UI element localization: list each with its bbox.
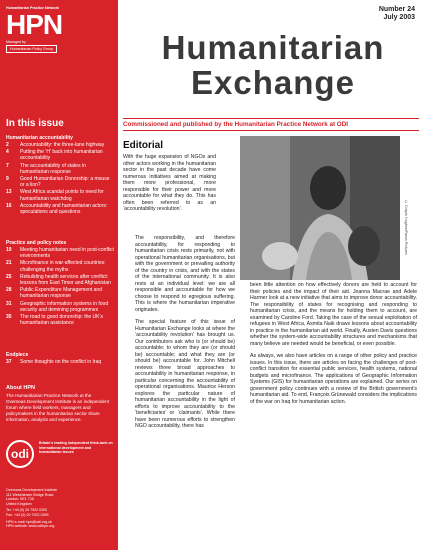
contact-website[interactable]: HPN website: www.odihpn.org bbox=[6, 524, 55, 529]
toc-item[interactable]: 21 Microfinance in war-affected countries: challenging the myths bbox=[6, 260, 106, 273]
hpg-badge: Humanitarian Policy Group bbox=[6, 45, 57, 53]
editorial-col-3 bbox=[250, 282, 417, 411]
hpn-logo: HPN bbox=[6, 9, 63, 40]
in-this-issue-heading: In this issue bbox=[6, 118, 64, 129]
editorial-paragraph: As always, we also have articles on a range of other policy and practice issues. In this issue, there are articles on facing the challenges of post-conflict transition for essential public services, health systems, national budgets and microfinance. The applications of Geographic Information Systems (GIS) for humanitarian operations are explained. Our series on government policy continues with a review of the British government’s humanitarian aid. To end, François Grünewald considers the implications of the war on Iraq for humanitarian action. bbox=[250, 353, 417, 405]
commission-line: Commissioned and published by the Humanitarian Practice Network at ODI bbox=[123, 121, 348, 128]
toc-item[interactable]: 7 The accountability of states in humanitarian response bbox=[6, 162, 86, 175]
editorial-heading: Editorial bbox=[123, 140, 164, 151]
editorial-paragraph: been little attention on how effectively donors are held to account for their policies and the impact of their aid. Joanna Macrae and Adele Harmer look at a new initiative that aims to improve donor accountability. The responsibility of states for recognising and responding to humanitarian crisis, and the means for holding them to account, are examined by Caroline Ford. Taking the case of the sexual exploitation of refugees in West Africa, Asmita Naik draws lessons about accountability in practice in the humanitarian aid world. Finally, Austen Davis questions whether the system-wide accountability structures and mechanisms that many believe are needed would be beneficial, or even possible. bbox=[250, 282, 417, 347]
toc-item[interactable]: 37 Some thoughts on the conflict in Iraq bbox=[6, 359, 102, 365]
toc-item[interactable]: 13 West Africa scandal points to need for humanitarian watchdog bbox=[6, 189, 104, 202]
toc-item[interactable]: 19 Meeting humanitarian need in post-conflict environments bbox=[6, 247, 114, 260]
managed-by: Managed by bbox=[6, 40, 26, 44]
editorial-col-1 bbox=[123, 154, 216, 219]
toc-item[interactable]: 35 The road to good donorship: the UK’s humanitarian assistance bbox=[6, 314, 104, 327]
divider bbox=[123, 130, 419, 131]
toc-endpiece bbox=[6, 359, 114, 366]
toc-item[interactable]: 2 Accountability: the three-lane highway bbox=[6, 142, 105, 148]
publication-title bbox=[128, 30, 418, 100]
divider bbox=[123, 118, 419, 119]
editorial-paragraph: The responsibility, and therefore accountability, for responding to humanitarian crisis rests primarily, not with operational humanitarian organisations, but with the government or prevailing authority of the country in crisis, and with the states of the international community. It is also rests at an individual level: we are all responsible and accountable for how we choose to respond to egregious suffering. This is where the humanitarian imperative originates. bbox=[135, 235, 235, 313]
odi-block bbox=[6, 440, 114, 482]
contact-block bbox=[6, 488, 112, 529]
editorial-col-2 bbox=[123, 235, 235, 436]
contact-line: London, SE1 7JD bbox=[6, 497, 35, 502]
photo-credit: © Crispin Hughes/Panos Pictures bbox=[404, 200, 408, 255]
editorial-paragraph: With the huge expansion of NGOs and other actors working in the humanitarian sector in the past decade have come numerous initiatives aimed at making them more professional, more responsible for their power and more accountable for what they do. This has often been referred to as an ‘accountability revolution’. bbox=[123, 154, 216, 212]
contact-line: Tel. +44 (0) 20 7922 0300 bbox=[6, 508, 48, 513]
toc-item[interactable]: 31 Geographic information systems in food security and demining programmes bbox=[6, 300, 109, 313]
toc-item[interactable]: 28 Public Expenditure Management and humanitarian response bbox=[6, 287, 102, 300]
editorial-paragraph: The special feature of this issue of Humanitarian Exchange looks at where the ‘accountability revolution’ has brought us. Our contributors ask who is (or should be) accountable; to whom they are (or should be) accountable; and what they are (or should be) accountable for. John Mitchell reviews three broad approaches to accountability in humanitarian response, in particular concerning the accountability of operational organisations. Maurice Herson explores the particular nature of humanitarian accountability in the light of efforts to improve accountability to the ‘beneficiaries’ or ‘claimants’. While there have been numerous efforts to strengthen NGO accountability, there has bbox=[135, 319, 235, 429]
contact-line: Overseas Development Institute bbox=[6, 488, 58, 492]
odi-logo: odi bbox=[6, 440, 34, 468]
section-heading-endpiece: Endpiece bbox=[6, 352, 29, 358]
cover-photo bbox=[240, 136, 400, 280]
about-body: The Humanitarian Practice Network at the Overseas Development Institute is an independent forum where field workers, managers and policymakers in the humanitarian sector share information, analysis and experience. bbox=[6, 393, 109, 422]
toc-item[interactable]: 4 Putting the ‘H’ back into humanitarian accountability bbox=[6, 149, 103, 162]
network-name: Humanitarian Practice Network bbox=[6, 6, 60, 10]
title-line-2: Exchange bbox=[191, 64, 355, 101]
contact-line: Fax. +44 (0) 20 7922 0399 bbox=[6, 512, 49, 517]
issue-number: Number 24 bbox=[378, 6, 415, 13]
section-heading-practice: Practice and policy notes bbox=[6, 240, 67, 246]
sidebar bbox=[0, 0, 118, 550]
contact-line: United Kingdom bbox=[6, 501, 32, 506]
toc-item[interactable]: 25 Rebuilding health services after conflict: lessons from East Timor and Afghanistan bbox=[6, 273, 111, 287]
toc-item[interactable]: 16 Accountability and humanitarian actors: speculations and questions bbox=[6, 202, 108, 216]
title-line-1: Humanitarian bbox=[161, 29, 385, 66]
contact-line: 111 Westminster Bridge Road bbox=[6, 492, 54, 497]
cover-photo-illustration bbox=[240, 136, 400, 280]
section-heading-accountability: Humanitarian accountability bbox=[6, 135, 73, 141]
toc-accountability bbox=[6, 142, 114, 216]
toc-practice bbox=[6, 247, 114, 327]
contact-email[interactable]: HPN e-mail: hpn@odi.org.uk bbox=[6, 519, 52, 524]
issue-info bbox=[379, 6, 415, 22]
toc-item[interactable]: 9 Good Humanitarian Donorship: a mouse or a lion? bbox=[6, 176, 110, 189]
about-heading: About HPN bbox=[6, 385, 36, 391]
issue-date: July 2003 bbox=[383, 14, 415, 21]
odi-tagline: Britain’s leading independent think-tank on international development and humanitarian issues bbox=[39, 441, 113, 455]
